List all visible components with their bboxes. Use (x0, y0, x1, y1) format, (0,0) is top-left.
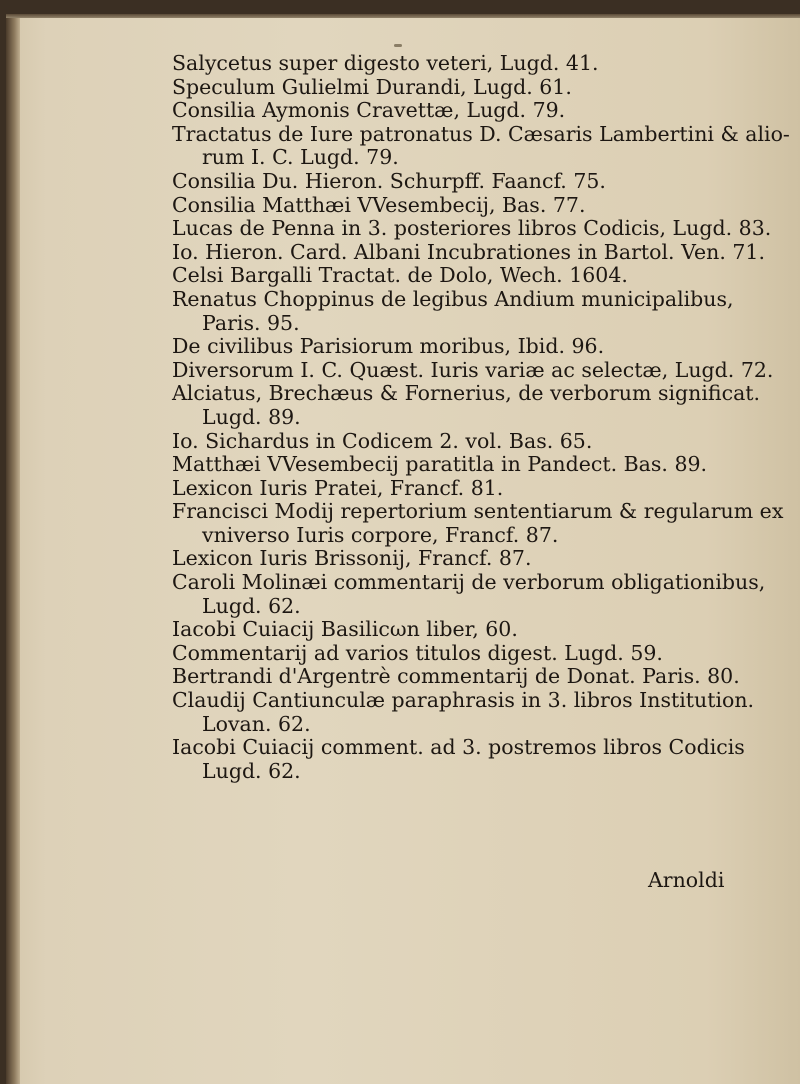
bibliography-entry (172, 194, 762, 218)
bibliography-entry (172, 430, 762, 454)
bibliography-entry (172, 99, 762, 123)
entry-continuation: Paris. 95. (202, 310, 300, 335)
entry-text: Diversorum I. C. Quæst. Iuris variæ ac selectæ, Lugd. 72. (172, 357, 774, 382)
entry-text: Alciatus, Brechæus & Fornerius, de verborum significat. (172, 381, 761, 406)
entry-text: De civilibus Parisiorum moribus, Ibid. 96. (172, 334, 605, 359)
bibliography-entry (172, 357, 774, 383)
bibliography-entry (172, 499, 784, 547)
bibliography-entry (172, 736, 762, 783)
entry-text: Consilia Matthæi VVesembecij, Bas. 77. (172, 192, 586, 217)
entry-text: Salycetus super digesto veteri, Lugd. 41. (172, 51, 599, 75)
entry-text: Lexicon Iuris Pratei, Francf. 81. (172, 475, 504, 500)
entry-text: Iacobi Cuiacij Basilicωn liber, 60. (172, 617, 518, 642)
entry-text: Io. Sichardus in Codicem 2. vol. Bas. 65. (172, 428, 593, 453)
bibliography-entry (172, 170, 762, 194)
bibliography-entry (172, 52, 762, 76)
bibliography-entry (172, 76, 762, 100)
bibliography-entry (172, 665, 762, 689)
entry-text: Consilia Du. Hieron. Schurpff. Faancf. 75. (172, 168, 606, 193)
entry-text: Io. Hieron. Card. Albani Incubrationes in Bartol. Ven. 71. (172, 239, 765, 264)
entry-continuation: Lovan. 62. (202, 711, 311, 736)
entry-text: Lexicon Iuris Brissonij, Francf. 87. (172, 546, 532, 571)
bibliography-entry (172, 547, 762, 571)
bibliography-entry (172, 689, 762, 736)
bibliography-entry (172, 453, 762, 477)
entry-text: Celsi Bargalli Tractat. de Dolo, Wech. 1604. (172, 263, 628, 288)
bibliography-entry (172, 121, 790, 170)
bibliography-entry (172, 382, 762, 429)
ink-smudge (394, 44, 402, 47)
entry-text: Matthæi VVesembecij paratitla in Pandect. Bas. 89. (172, 452, 708, 477)
bibliography-entry (172, 264, 762, 288)
bibliography-entry (172, 288, 762, 335)
entry-continuation: Lugd. 62. (202, 593, 301, 618)
entry-text: Claudij Cantiunculæ paraphrasis in 3. libros Institution. (172, 688, 755, 713)
bibliography-entry (172, 570, 766, 618)
entry-text: Renatus Choppinus de legibus Andium municipalibus, (172, 286, 734, 311)
bibliography-entry (172, 477, 762, 501)
bibliography-entry (172, 216, 772, 241)
entry-continuation: rum I. C. Lugd. 79. (202, 145, 399, 170)
bibliography-list (172, 51, 790, 783)
bibliography-entry (172, 618, 762, 642)
entry-continuation: Lugd. 62. (202, 758, 301, 783)
entry-continuation: Lugd. 89. (202, 404, 301, 429)
entry-text: Lucas de Penna in 3. posteriores libros Codicis, Lugd. 83. (172, 216, 772, 241)
entry-text: Speculum Gulielmi Durandi, Lugd. 61. (172, 74, 572, 99)
bibliography-entry (172, 642, 762, 666)
entry-text: Francisci Modij repertorium sententiarum & regularum ex (172, 499, 784, 524)
bibliography-entry (172, 335, 762, 359)
entry-text: Commentarij ad varios titulos digest. Lugd. 59. (172, 640, 663, 665)
entry-continuation: vniverso Iuris corpore, Francf. 87. (202, 522, 559, 547)
entry-text: Tractatus de Iure patronatus D. Cæsaris Lambertini & alio- (172, 121, 790, 146)
binding-gutter (6, 18, 20, 1084)
entry-text: Consilia Aymonis Cravettæ, Lugd. 79. (172, 98, 566, 123)
entry-text: Bertrandi d'Argentrè commentarij de Donat. Paris. 80. (172, 664, 740, 689)
entry-text: Iacobi Cuiacij comment. ad 3. postremos libros Codicis (172, 735, 745, 760)
bibliography-entry (172, 239, 765, 265)
catchword: Arnoldi (648, 868, 725, 892)
entry-text: Caroli Molinæi commentarij de verborum obligationibus, (172, 570, 766, 595)
